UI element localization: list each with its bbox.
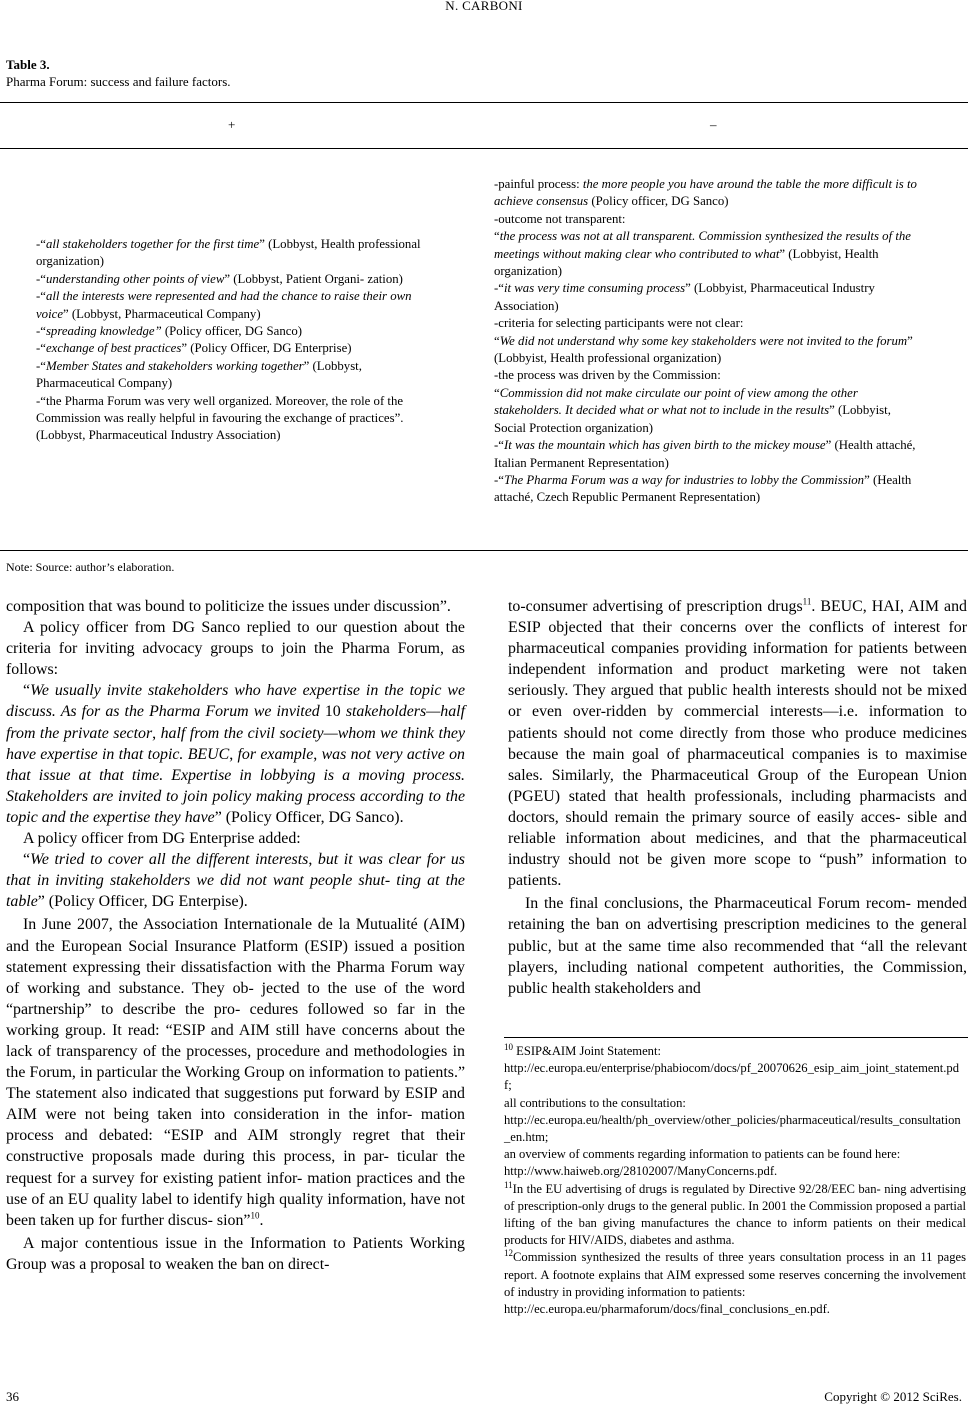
column-header-plus: + bbox=[228, 117, 236, 132]
paragraph: composition that was bound to politicize the issues under discussion”. bbox=[6, 598, 451, 615]
table-bottom-rule bbox=[0, 550, 968, 551]
paragraph: “We usually invite stakeholders who have expertise in the topic we discuss. As for as the Pharma Forum we invited 10 stakeholders—half from the private sector, half from the civil society—whom we think they have expertise in that topic. BEUC, for example, was not very active on that issue at that time. Expertise in lobbying is a moving process. Stakeholders are invited to join policy making process according to the topic and the expertise they have” (Policy Officer, DG Sanco). bbox=[6, 682, 466, 826]
table-top-rule bbox=[0, 102, 968, 103]
body-column-right bbox=[508, 596, 967, 999]
failure-item: “We did not understand why some key stakeholders were not invited to the forum” (Lobbyist, Health professional organization) bbox=[494, 333, 913, 366]
footnote-text: all contributions to the consultation: bbox=[504, 1095, 686, 1110]
footnote-ref[interactable]: 11 bbox=[802, 596, 812, 607]
copyright-notice: Copyright © 2012 SciRes. bbox=[824, 1389, 962, 1404]
success-item: -“understanding other points of view” (Lobbyst, Patient Organi- zation) bbox=[36, 271, 403, 286]
success-item: -“all stakeholders together for the first time” (Lobbyst, Health professional organization) bbox=[36, 237, 421, 269]
table-cell-success-factors bbox=[36, 236, 436, 445]
footnote-link[interactable]: http://ec.europa.eu/enterprise/phabiocom/docs/pf_20070626_esip_aim_joint_statement.pdf; bbox=[504, 1061, 960, 1093]
body-column-left bbox=[6, 596, 465, 1275]
failure-item: “Commission did not make circulate our point of view among the other stakeholders. It decided what or what not to include in the results” (Lobbyist, Social Protection organization) bbox=[494, 385, 891, 435]
footnote-link[interactable]: http://www.haiweb.org/28102007/ManyConcerns.pdf. bbox=[504, 1164, 778, 1179]
footnote-10: $^{10}$ ESIP&AIM Joint Statement: bbox=[504, 1041, 661, 1058]
failure-item: -“It was the mountain which has given birth to the mickey mouse” (Health attaché, Italian Permanent Representation) bbox=[494, 438, 916, 470]
success-item: -“exchange of best practices” (Policy Officer, DG Enterprise) bbox=[36, 341, 352, 356]
success-item: -“Member States and stakeholders working together” (Lobbyst, Pharmaceutical Company) bbox=[36, 358, 362, 391]
paragraph: In the final conclusions, the Pharmaceutical Forum recom- mended retaining the ban on advertising prescription medicines to the general public, but at the same time also recommended that “all the relevant players, including national competent authorities, the Commission, public health stakeholders and bbox=[508, 895, 967, 997]
failure-item: -“The Pharma Forum was a way for industries to lobby the Commission” (Health attaché, Czech Republic Permanent Representation) bbox=[494, 472, 912, 505]
failure-item: -the process was driven by the Commission: bbox=[494, 368, 721, 383]
failure-item: -painful process: the more people you have around the table the more difficult is to achieve consensus (Policy officer, DG Sanco) bbox=[494, 177, 917, 209]
table-cell-failure-factors bbox=[494, 176, 924, 507]
failure-item: -“it was very time consuming process” (Lobbyist, Pharmaceutical Industry Association) bbox=[494, 281, 875, 313]
paragraph: In June 2007, the Association Internationale de la Mutualité (AIM) and the European Social Insurance Platform (ESIP) issued a position statement expressing their dissatisfaction with the Pharma Forum way of working and substance. They ob- jected to the use of the word “partnership” to describe the pro- cedures followed so far in the working group. It read: “ESIP and AIM still have concerns about the lack of transparency of the processes, procedure and methodologies in the Forum, in particular the Working Group on information to patients.” The statement also indicated that suggestions put forward by ESIP and AIM were not being taken into consideration in the infor- mation process and debated: “ESIP and AIM strongly regret that their constructive proposals made during this process, in par- ticular the request for a survey for existing patient infor- mation practices and the use of an EU quality label to identify high quality information, have not been taken up for further discus- sion”$^{10}$. bbox=[6, 916, 465, 1229]
footnote-11: $^{11}$In the EU advertising of drugs is regulated by Directive 92/28/EEC ban- ning advertising of prescription-only drugs to the general public. In 2001 the Commission proposed a partial lifting of the ban giving manufactures the chance to inform patients on their medical products for HIV/AIDS, diabetes and asthma. bbox=[504, 1179, 966, 1248]
footnote-12: $^{12}$Commission synthesized the results of three years consultation process in an 11 pages report. A footnote explains that AIM expressed some reserves concerning the involvement of industry in providing information to patients: bbox=[504, 1248, 966, 1299]
table-title: Pharma Forum: success and failure factors. bbox=[6, 74, 231, 89]
table-caption bbox=[6, 56, 231, 90]
footnote-ref[interactable]: 10 bbox=[250, 1210, 260, 1221]
failure-item: “the process was not at all transparent. Commission synthesized the results of the meetings without making clear who contributed to what” (Lobbyist, Health organization) bbox=[494, 229, 911, 279]
success-item: -“the Pharma Forum was very well organized. Moreover, the role of the Commission was really helpful in favouring the exchange of practices”. (Lobbyst, Pharmaceutical Industry Association) bbox=[36, 393, 404, 443]
table-label: Table 3. bbox=[6, 57, 50, 72]
paragraph: “We tried to cover all the different interests, but it was clear for us that in inviting stakeholders we did not want people shut- ting at the table” (Policy Officer, DG Enterpise). bbox=[6, 851, 465, 911]
success-item: -“spreading knowledge” (Policy officer, DG Sanco) bbox=[36, 324, 303, 339]
footnote-link[interactable]: http://ec.europa.eu/pharmaforum/docs/final_conclusions_en.pdf. bbox=[504, 1302, 830, 1317]
table-note: Note: Source: author’s elaboration. bbox=[6, 560, 175, 574]
page-number: 36 bbox=[6, 1389, 19, 1404]
paragraph: A policy officer from DG Enterprise added: bbox=[23, 830, 301, 848]
paragraph: A policy officer from DG Sanco replied to our question about the criteria for inviting advocacy groups to join the Pharma Forum, as follows: bbox=[6, 619, 465, 679]
paragraph: to-consumer advertising of prescription drugs$^{11}$. BEUC, HAI, AIM and ESIP objected that their concerns over the conflicts of interest for pharmaceutical companies providing information for patients between independent information and product marketing were not taken seriously. They argued that public health interests should not be mixed or even over-ridden by commercial interests—i.e. information to patients should not come directly from those who produce medicines because the main goal of pharmaceutical companies is to maximise sales. Similarly, the Pharmaceutical Group of the European Union (PGEU) stated that health professionals, including pharmacists and doctors, should remain the primary source of easily acces- sible and reliable information about medicines, and that the pharmaceutical industry should not be given more scope to “push” information to patients. bbox=[508, 596, 967, 890]
paragraph: A major contentious issue in the Information to Patients Working Group was a proposal to weaken the ban on direct- bbox=[6, 1234, 465, 1273]
footnote-separator bbox=[504, 1037, 968, 1038]
column-header-minus: – bbox=[710, 117, 717, 132]
table-header-rule bbox=[0, 148, 968, 149]
footnote-text: an overview of comments regarding information to patients can be found here: bbox=[504, 1147, 901, 1162]
failure-item: -outcome not transparent: bbox=[494, 211, 626, 226]
footnotes bbox=[504, 1043, 966, 1318]
footnote-link[interactable]: http://ec.europa.eu/health/ph_overview/other_policies/pharmaceutical/results_consultation_en.htm; bbox=[504, 1112, 961, 1145]
failure-item: -criteria for selecting participants were not clear: bbox=[494, 316, 744, 331]
success-item: -“all the interests were represented and had the chance to raise their own voice” (Lobbyst, Pharmaceutical Company) bbox=[36, 289, 412, 321]
running-head: N. CARBONI bbox=[445, 0, 523, 13]
